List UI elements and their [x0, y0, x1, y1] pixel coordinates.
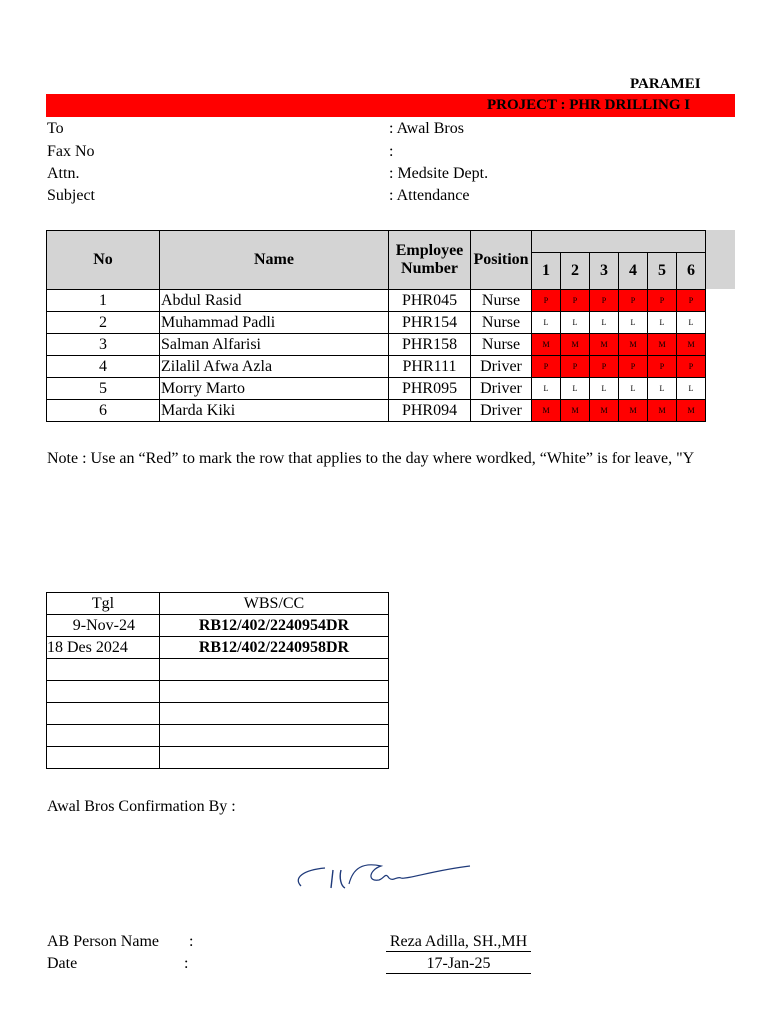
company-name: PARAMEI [630, 76, 701, 92]
signature-image [285, 848, 485, 908]
header-employee-line1: Employee [395, 242, 464, 259]
header-no: No [47, 231, 160, 290]
attendance-mark-cell[interactable]: M [677, 334, 706, 356]
row-no: 5 [47, 378, 160, 400]
row-name: Abdul Rasid [160, 290, 389, 312]
fax-value: : [389, 143, 394, 160]
wbs-code-cell [160, 659, 389, 681]
row-employee-number: PHR111 [389, 356, 471, 378]
wbs-code-cell [160, 725, 389, 747]
subject-value: : Attendance [389, 187, 470, 204]
row-no: 2 [47, 312, 160, 334]
attendance-mark-cell[interactable]: L [619, 312, 648, 334]
wbs-header-tgl: Tgl [47, 593, 160, 615]
attendance-mark-cell[interactable]: M [532, 334, 561, 356]
attendance-mark-cell[interactable]: M [590, 334, 619, 356]
wbs-code-cell: RB12/402/2240958DR [160, 637, 389, 659]
row-name: Salman Alfarisi [160, 334, 389, 356]
attendance-mark-cell[interactable]: L [619, 378, 648, 400]
wbs-date-cell [47, 747, 160, 769]
attendance-mark-cell[interactable]: L [532, 378, 561, 400]
wbs-row [47, 747, 389, 769]
row-no: 4 [47, 356, 160, 378]
wbs-row [47, 659, 389, 681]
wbs-date-cell [47, 681, 160, 703]
row-name: Marda Kiki [160, 400, 389, 422]
row-employee-number: PHR045 [389, 290, 471, 312]
date-label: Date [47, 955, 78, 972]
ab-person-name-colon: : [189, 933, 194, 950]
wbs-date-cell: 9-Nov-24 [47, 615, 160, 637]
wbs-code-cell [160, 703, 389, 725]
wbs-date-cell [47, 725, 160, 747]
wbs-header-wbs: WBS/CC [160, 593, 389, 615]
row-name: Morry Marto [160, 378, 389, 400]
attendance-mark-cell[interactable]: L [648, 312, 677, 334]
attendance-row [47, 356, 706, 378]
attendance-mark-cell[interactable]: P [677, 356, 706, 378]
header-day: 4 [619, 253, 648, 290]
wbs-code-cell: RB12/402/2240954DR [160, 615, 389, 637]
header-days-group [532, 231, 706, 253]
attn-label: Attn. [47, 165, 80, 182]
wbs-row [47, 681, 389, 703]
row-position: Nurse [471, 290, 532, 312]
wbs-code-cell [160, 747, 389, 769]
attendance-mark-cell[interactable]: P [619, 290, 648, 312]
attendance-mark-cell[interactable]: L [590, 312, 619, 334]
attendance-mark-cell[interactable]: P [677, 290, 706, 312]
header-day: 3 [590, 253, 619, 290]
ab-person-name-label: AB Person Name [47, 933, 159, 950]
attendance-mark-cell[interactable]: M [590, 400, 619, 422]
project-title: PROJECT : PHR DRILLING I [487, 97, 691, 113]
row-employee-number: PHR095 [389, 378, 471, 400]
attendance-mark-cell[interactable]: L [677, 312, 706, 334]
attn-value: : Medsite Dept. [389, 165, 489, 182]
ab-person-name-value: Reza Adilla, SH.,MH [386, 933, 531, 952]
row-no: 6 [47, 400, 160, 422]
wbs-row [47, 637, 389, 659]
row-employee-number: PHR154 [389, 312, 471, 334]
wbs-table [46, 592, 389, 769]
wbs-date-cell [47, 659, 160, 681]
header-employee-line2: Number [401, 260, 458, 277]
attendance-mark-cell[interactable]: L [561, 312, 590, 334]
attendance-mark-cell[interactable]: P [648, 290, 677, 312]
wbs-row [47, 703, 389, 725]
attendance-mark-cell[interactable]: P [561, 290, 590, 312]
attendance-row [47, 290, 706, 312]
wbs-date-cell [47, 703, 160, 725]
attendance-mark-cell[interactable]: L [590, 378, 619, 400]
subject-label: Subject [47, 187, 95, 204]
attendance-mark-cell[interactable]: M [648, 334, 677, 356]
row-no: 3 [47, 334, 160, 356]
wbs-date-cell: 18 Des 2024 [47, 637, 160, 659]
attendance-mark-cell[interactable]: L [677, 378, 706, 400]
row-position: Driver [471, 400, 532, 422]
attendance-mark-cell[interactable]: L [561, 378, 590, 400]
row-name: Muhammad Padli [160, 312, 389, 334]
note-text: Note : Use an “Red” to mark the row that applies to the day where wordked, “White” is for leave, "Y [47, 450, 695, 467]
attendance-row [47, 400, 706, 422]
header-employee-number [389, 231, 471, 290]
date-colon: : [184, 955, 189, 972]
row-position: Driver [471, 356, 532, 378]
attendance-mark-cell[interactable]: L [532, 312, 561, 334]
row-employee-number: PHR158 [389, 334, 471, 356]
attendance-row [47, 312, 706, 334]
row-employee-number: PHR094 [389, 400, 471, 422]
header-position: Position [471, 231, 532, 290]
wbs-code-cell [160, 681, 389, 703]
header-day: 5 [648, 253, 677, 290]
date-value: 17-Jan-25 [386, 955, 531, 974]
attendance-mark-cell[interactable]: M [648, 400, 677, 422]
wbs-row [47, 725, 389, 747]
to-value: : Awal Bros [389, 120, 464, 137]
attendance-mark-cell[interactable]: M [532, 400, 561, 422]
row-position: Nurse [471, 334, 532, 356]
attendance-mark-cell[interactable]: P [590, 356, 619, 378]
fax-label: Fax No [47, 143, 95, 160]
row-position: Driver [471, 378, 532, 400]
confirmation-label: Awal Bros Confirmation By : [47, 798, 236, 815]
attendance-mark-cell[interactable]: M [619, 400, 648, 422]
attendance-mark-cell[interactable]: P [561, 356, 590, 378]
attendance-mark-cell[interactable]: M [677, 400, 706, 422]
attendance-table [46, 230, 706, 422]
row-no: 1 [47, 290, 160, 312]
header-overhang [705, 230, 735, 289]
attendance-mark-cell[interactable]: M [619, 334, 648, 356]
attendance-mark-cell[interactable]: M [561, 400, 590, 422]
header-day: 1 [532, 253, 561, 290]
attendance-mark-cell[interactable]: P [532, 290, 561, 312]
to-label: To [47, 120, 64, 137]
attendance-mark-cell[interactable]: P [648, 356, 677, 378]
attendance-row [47, 334, 706, 356]
attendance-row [47, 378, 706, 400]
attendance-mark-cell[interactable]: P [532, 356, 561, 378]
attendance-mark-cell[interactable]: L [648, 378, 677, 400]
attendance-mark-cell[interactable]: M [561, 334, 590, 356]
wbs-row [47, 615, 389, 637]
row-position: Nurse [471, 312, 532, 334]
header-day: 2 [561, 253, 590, 290]
header-day: 6 [677, 253, 706, 290]
attendance-mark-cell[interactable]: P [590, 290, 619, 312]
row-name: Zilalil Afwa Azla [160, 356, 389, 378]
attendance-mark-cell[interactable]: P [619, 356, 648, 378]
header-name: Name [160, 231, 389, 290]
